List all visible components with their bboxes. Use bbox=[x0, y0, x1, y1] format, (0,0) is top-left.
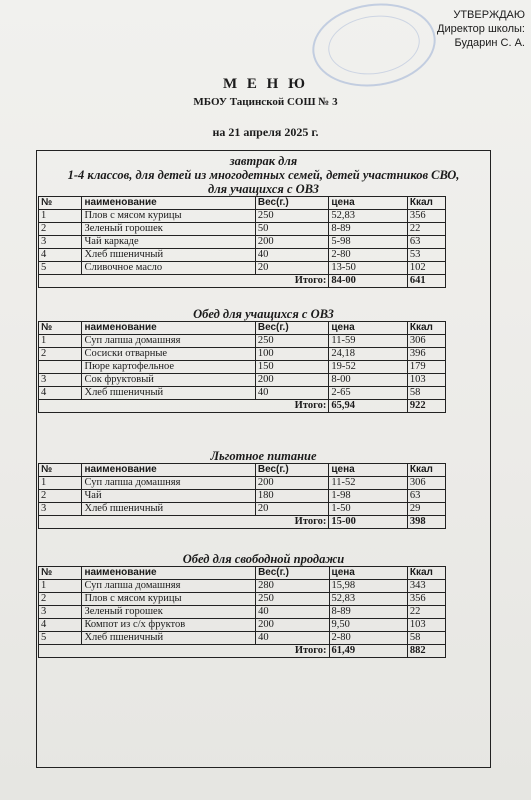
table-cell: Компот из с/х фруктов bbox=[82, 619, 256, 632]
table-cell: 40 bbox=[255, 249, 329, 262]
table-row bbox=[39, 361, 446, 374]
table-row bbox=[39, 387, 446, 400]
table-cell: Чай bbox=[82, 490, 255, 503]
table-cell: 1 bbox=[39, 580, 82, 593]
total-price: 15-00 bbox=[329, 516, 408, 529]
menu-table bbox=[38, 463, 446, 529]
approval-title: УТВЕРЖДАЮ bbox=[453, 9, 525, 21]
menu-table bbox=[38, 196, 446, 288]
table-cell: 180 bbox=[255, 490, 329, 503]
table-cell: 4 bbox=[39, 249, 82, 262]
table-row bbox=[39, 236, 446, 249]
table-row bbox=[39, 632, 446, 645]
table-cell: 2 bbox=[39, 593, 82, 606]
table-cell: 1-50 bbox=[329, 503, 408, 516]
total-row bbox=[39, 400, 446, 413]
table-cell: 2-80 bbox=[329, 249, 407, 262]
table-header-row bbox=[39, 567, 446, 580]
table-cell: 20 bbox=[255, 262, 329, 275]
table-header-row bbox=[39, 197, 446, 210]
table-cell: Зеленый горошек bbox=[82, 606, 256, 619]
table-cell: 306 bbox=[407, 335, 445, 348]
table-cell: 1 bbox=[39, 210, 82, 223]
table-header-row bbox=[39, 464, 446, 477]
column-header: наименование bbox=[82, 567, 256, 580]
column-header: Вес(г.) bbox=[255, 322, 329, 335]
table-cell: 8-89 bbox=[329, 606, 407, 619]
table-cell: 3 bbox=[39, 374, 82, 387]
approval-name: Бударин С. А. bbox=[454, 37, 525, 49]
table-cell: 3 bbox=[39, 236, 82, 249]
table-cell: 250 bbox=[256, 593, 329, 606]
table-cell: 52,83 bbox=[329, 210, 407, 223]
column-header: наименование bbox=[82, 322, 255, 335]
table-row bbox=[39, 249, 446, 262]
table-cell: Хлеб пшеничный bbox=[82, 249, 255, 262]
table-cell: 100 bbox=[255, 348, 329, 361]
table-row bbox=[39, 210, 446, 223]
column-header: наименование bbox=[82, 464, 255, 477]
column-header: наименование bbox=[82, 197, 255, 210]
table-cell: Пюре картофельное bbox=[82, 361, 255, 374]
table-cell: 200 bbox=[255, 236, 329, 249]
total-label: Итого: bbox=[39, 400, 329, 413]
column-header: Ккал bbox=[407, 567, 445, 580]
table-cell: Плов с мясом курицы bbox=[82, 210, 255, 223]
table-row bbox=[39, 593, 446, 606]
table-row bbox=[39, 606, 446, 619]
table-row bbox=[39, 490, 446, 503]
table-cell: 19-52 bbox=[329, 361, 408, 374]
table-row bbox=[39, 503, 446, 516]
table-cell: 13-50 bbox=[329, 262, 407, 275]
table-cell: 200 bbox=[255, 374, 329, 387]
table-cell: 280 bbox=[256, 580, 329, 593]
total-price: 84-00 bbox=[329, 275, 407, 288]
table-cell: 1-98 bbox=[329, 490, 408, 503]
table-row bbox=[39, 580, 446, 593]
table-cell: 356 bbox=[407, 593, 445, 606]
table-cell: 53 bbox=[407, 249, 445, 262]
table-cell: 179 bbox=[407, 361, 445, 374]
section-title: Льготное питание bbox=[210, 449, 317, 463]
menu-date: на 21 апреля 2025 г. bbox=[212, 125, 319, 139]
table-cell: Хлеб пшеничный bbox=[82, 387, 255, 400]
total-label: Итого: bbox=[39, 645, 330, 658]
table-cell: 40 bbox=[256, 606, 329, 619]
section-title: завтрак для 1-4 классов, для детей из многодетных семей, детей участников СВО, для учащихся с ОВЗ bbox=[67, 154, 460, 196]
table-row bbox=[39, 335, 446, 348]
table-cell: 63 bbox=[407, 236, 445, 249]
table-cell: 2 bbox=[39, 490, 82, 503]
table-cell: 58 bbox=[407, 387, 445, 400]
table-cell: 103 bbox=[407, 374, 445, 387]
column-header: Вес(г.) bbox=[255, 197, 329, 210]
table-cell: 22 bbox=[407, 606, 445, 619]
table-cell: 2 bbox=[39, 348, 82, 361]
table-cell: Суп лапша домашняя bbox=[82, 580, 256, 593]
approval-block bbox=[437, 8, 525, 50]
table-cell: 40 bbox=[256, 632, 329, 645]
table-row bbox=[39, 477, 446, 490]
menu-table bbox=[38, 566, 446, 658]
column-header: № bbox=[39, 322, 82, 335]
table-cell: 4 bbox=[39, 387, 82, 400]
table-cell: 50 bbox=[255, 223, 329, 236]
table-cell: Суп лапша домашняя bbox=[82, 335, 255, 348]
table-cell: 40 bbox=[255, 387, 329, 400]
table-cell: 58 bbox=[407, 632, 445, 645]
column-header: Ккал bbox=[407, 197, 445, 210]
table-cell: 20 bbox=[255, 503, 329, 516]
section-title: Обед для учащихся с ОВЗ bbox=[193, 307, 334, 321]
table-cell: Чай каркаде bbox=[82, 236, 255, 249]
table-cell: 8-89 bbox=[329, 223, 407, 236]
table-cell: Хлеб пшеничный bbox=[82, 503, 255, 516]
total-kcal: 641 bbox=[407, 275, 445, 288]
section-title: Обед для свободной продажи bbox=[182, 552, 345, 566]
table-cell: 4 bbox=[39, 619, 82, 632]
table-header-row bbox=[39, 322, 446, 335]
table-cell: 9,50 bbox=[329, 619, 407, 632]
column-header: № bbox=[39, 567, 82, 580]
page-title: М Е Н Ю bbox=[223, 76, 308, 92]
table-cell: 5 bbox=[39, 262, 82, 275]
table-row bbox=[39, 619, 446, 632]
total-kcal: 882 bbox=[407, 645, 445, 658]
table-cell: 200 bbox=[256, 619, 329, 632]
total-row bbox=[39, 645, 446, 658]
table-cell: 1 bbox=[39, 477, 82, 490]
table-cell: 102 bbox=[407, 262, 445, 275]
column-header: цена bbox=[329, 322, 408, 335]
table-cell: 15,98 bbox=[329, 580, 407, 593]
total-kcal: 398 bbox=[407, 516, 445, 529]
total-price: 61,49 bbox=[329, 645, 407, 658]
total-price: 65,94 bbox=[329, 400, 408, 413]
table-cell: 8-00 bbox=[329, 374, 408, 387]
column-header: № bbox=[39, 197, 82, 210]
table-cell: 3 bbox=[39, 606, 82, 619]
table-cell: 3 bbox=[39, 503, 82, 516]
table-row bbox=[39, 348, 446, 361]
table-cell: 306 bbox=[407, 477, 445, 490]
table-cell: 343 bbox=[407, 580, 445, 593]
menu-section bbox=[38, 449, 489, 529]
table-row bbox=[39, 262, 446, 275]
table-cell: 2-80 bbox=[329, 632, 407, 645]
table-cell: 2 bbox=[39, 223, 82, 236]
table-cell: 11-52 bbox=[329, 477, 408, 490]
total-label: Итого: bbox=[39, 516, 329, 529]
total-row bbox=[39, 275, 446, 288]
table-cell: 150 bbox=[255, 361, 329, 374]
table-cell: 250 bbox=[255, 335, 329, 348]
column-header: Вес(г.) bbox=[255, 464, 329, 477]
table-cell: 200 bbox=[255, 477, 329, 490]
table-cell: 63 bbox=[407, 490, 445, 503]
table-cell: Суп лапша домашняя bbox=[82, 477, 255, 490]
menu-section bbox=[38, 307, 489, 413]
table-cell: 5-98 bbox=[329, 236, 407, 249]
table-cell: Плов с мясом курицы bbox=[82, 593, 256, 606]
table-cell: Сок фруктовый bbox=[82, 374, 255, 387]
table-cell: Сосиски отварные bbox=[82, 348, 255, 361]
column-header: Вес(г.) bbox=[256, 567, 329, 580]
school-name: МБОУ Тацинской СОШ № 3 bbox=[193, 96, 338, 108]
column-header: № bbox=[39, 464, 82, 477]
table-cell: 396 bbox=[407, 348, 445, 361]
table-cell: 29 bbox=[407, 503, 445, 516]
table-cell: Зеленый горошек bbox=[82, 223, 255, 236]
column-header: цена bbox=[329, 567, 407, 580]
table-cell: 5 bbox=[39, 632, 82, 645]
table-cell bbox=[39, 361, 82, 374]
table-cell: 103 bbox=[407, 619, 445, 632]
table-cell: 1 bbox=[39, 335, 82, 348]
column-header: цена bbox=[329, 464, 408, 477]
table-cell: Сливочное масло bbox=[82, 262, 255, 275]
column-header: цена bbox=[329, 197, 407, 210]
table-cell: 22 bbox=[407, 223, 445, 236]
menu-table bbox=[38, 321, 446, 413]
column-header: Ккал bbox=[407, 322, 445, 335]
total-kcal: 922 bbox=[407, 400, 445, 413]
column-header: Ккал bbox=[407, 464, 445, 477]
table-cell: Хлеб пшеничный bbox=[82, 632, 256, 645]
table-row bbox=[39, 374, 446, 387]
menu-section bbox=[38, 154, 489, 288]
table-cell: 11-59 bbox=[329, 335, 408, 348]
menu-section bbox=[38, 552, 489, 658]
table-row bbox=[39, 223, 446, 236]
table-cell: 250 bbox=[255, 210, 329, 223]
total-row bbox=[39, 516, 446, 529]
total-label: Итого: bbox=[39, 275, 329, 288]
table-cell: 52,83 bbox=[329, 593, 407, 606]
table-cell: 356 bbox=[407, 210, 445, 223]
table-cell: 24,18 bbox=[329, 348, 408, 361]
table-cell: 2-65 bbox=[329, 387, 408, 400]
approval-position: Директор школы: bbox=[437, 23, 525, 35]
